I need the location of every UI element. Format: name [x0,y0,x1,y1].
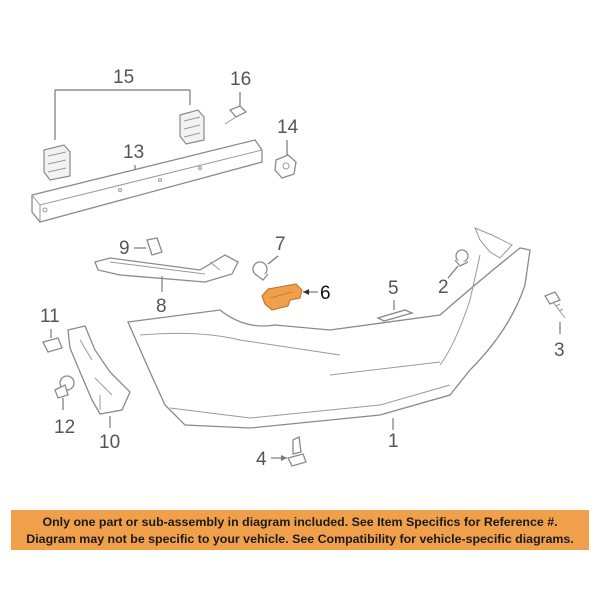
callout-14: 14 [277,117,299,138]
side-retainer-8 [95,255,238,282]
callout-12: 12 [54,417,76,438]
side-bracket-10 [68,326,130,414]
callout-3: 3 [554,340,565,361]
clip-7 [253,262,268,280]
callout-2: 2 [438,277,449,298]
callout-5: 5 [388,278,399,299]
callout-9: 9 [119,238,130,259]
callout-11: 11 [40,306,60,327]
push-clip-4 [288,437,306,466]
callout-7: 7 [275,234,286,255]
callout-4: 4 [256,449,267,470]
highlighted-part [262,284,302,310]
disclaimer-banner [11,510,589,550]
callout-15: 15 [113,67,135,88]
clip-12 [55,376,74,398]
clip-11 [43,338,62,352]
screw-3 [545,292,565,318]
callout-8: 8 [156,296,167,317]
bumper-cover-1 [128,228,530,428]
callout-15-leader [55,90,190,140]
bumper-absorber-right [180,110,204,144]
bumper-absorber-left [44,145,70,180]
bolt-16 [225,106,246,124]
callout-13: 13 [123,142,145,163]
callout-1: 1 [388,431,399,452]
nut-14 [275,155,296,178]
retainer-9 [147,238,162,255]
clip-2 [455,250,468,266]
bumper-bracket-6-highlighted [262,284,302,310]
callout-16: 16 [230,69,252,90]
disclaimer-line-2: Diagram may not be specific to your vehicle. See Compatibility for vehicle-specific diagrams. [26,532,574,546]
disclaimer-line-1: Only one part or sub-assembly in diagram included. See Item Specifics for Reference #. [42,515,558,529]
callout-10: 10 [99,432,121,453]
callout-6: 6 [320,283,331,304]
